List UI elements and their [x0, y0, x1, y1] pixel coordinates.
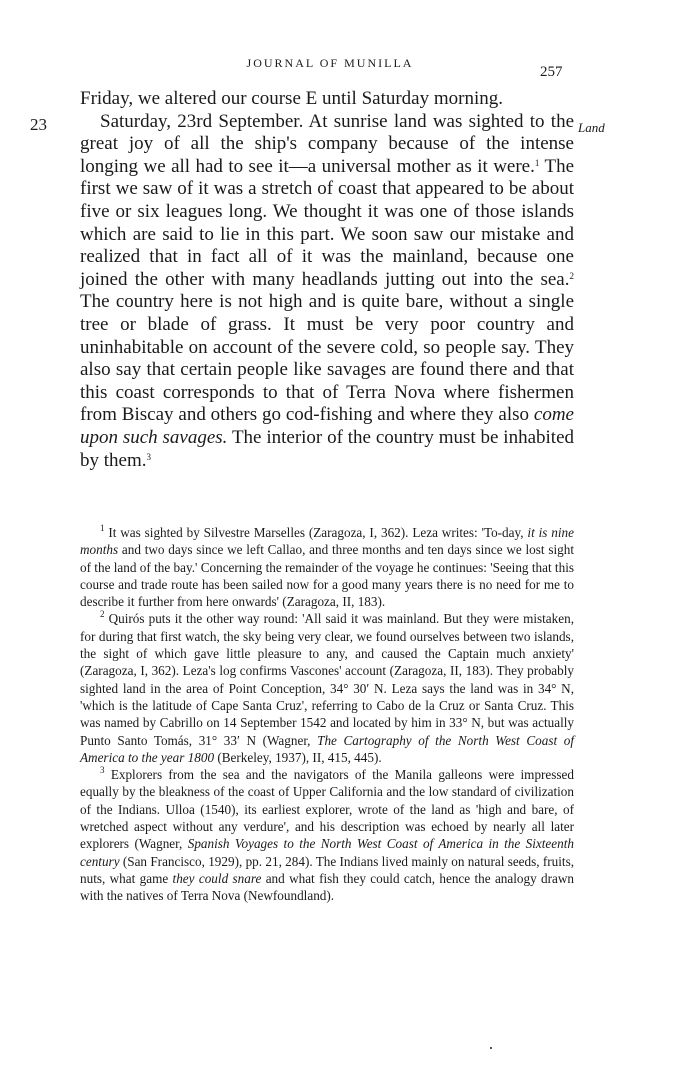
- footnote-number: 1: [100, 523, 105, 533]
- text-run: It was sighted by Silvestre Marselles (Zaragoza, I, 362). Leza writes: 'To-day,: [104, 525, 528, 540]
- text-run: and two days since we left Callao, and three months and ten days since we lost sight of the land of the bay.' Concerning the remainder of the voyage he continues: 'Seeing that this course and trade route has been sailed now for a good many years there is no need for me to describe it further from here onwards' (Zaragoza, II, 183).: [80, 542, 574, 610]
- paragraph-friday: Friday, we altered our course E until Saturday morning.: [80, 88, 503, 109]
- italic-run: Spanish Voyages to the North West Coast of America in the Sixteenth century: [80, 836, 574, 869]
- footnote-ref-1[interactable]: 1: [534, 157, 540, 168]
- footnote-3: [80, 766, 574, 904]
- text-run: Saturday, 23rd September. At sunrise land was sighted to the great joy of all the ship's company because of the intense longing we all had to see it—a universal mother as it were.: [80, 110, 574, 177]
- text-run: Quirós puts it the other way round: 'All said it was mainland. But they were mistaken, for during that first watch, the sky being very clear, we found ourselves between two islands, the sight of which gave little pleasure to any, and caused the Captain much anxiety' (Zaragoza, I, 362). Leza's log confirms Vascones' account (Zaragoza, II, 183). They probably sighted land in the area of Point Conception, 34° 30′ N. Leza says the land was in 34° N, 'which is the latitude of Cape Santa Cruz', referring to Cabo de la Cruz or Santa Cruz. This was named by Cabrillo on 14 September 1542 and located by him in 33° N, but was actually Punto Santo Tomás, 31° 33′ N (Wagner,: [80, 611, 574, 748]
- text-run: Explorers from the sea and the navigators of the Manila galleons were impressed equally by the bleakness of the coast of Upper California and the low standard of civilization of the Indians. Ulloa (1540), its earliest explorer, wrote of the land as 'high and bare, of wretched aspect without any verdure', and his description was echoed by nearly all later explorers (Wagner,: [80, 767, 574, 852]
- margin-note: Land: [578, 120, 605, 135]
- italic-run: The Cartography of the North West Coast of America to the year 1800: [80, 732, 574, 765]
- text-run: The interior of the country must be inhabited by them.: [80, 426, 574, 471]
- main-text: [80, 88, 574, 472]
- text-run: (Berkeley, 1937), II, 415, 445).: [214, 749, 382, 765]
- text-run: and what fish they could catch, hence the analogy drawn with the natives of Terra Nova (Newfoundland).: [80, 870, 575, 904]
- footnote-1: [80, 524, 574, 610]
- footnote-ref-3[interactable]: 3: [146, 451, 151, 462]
- text-run: (San Francisco, 1929), pp. 21, 284). The Indians lived mainly on natural seeds, fruits, nuts, what game: [80, 853, 574, 886]
- italic-run: come upon such savages.: [80, 404, 574, 448]
- footnote-2: [80, 610, 574, 766]
- italic-run: it is nine months: [80, 525, 574, 558]
- footnote-number: 2: [100, 609, 105, 620]
- footnotes: [80, 524, 574, 905]
- page-number: 257: [540, 64, 563, 80]
- text-run: The country here is not high and is quite bare, without a single tree or blade of grass. It must be very poor country and uninhabitable on account of the severe cold, so people say. They also say that certain people like savages are found there and that this coast corresponds to that of Terra Nova where fishermen from Biscay and others go cod-fishing and where they also: [80, 291, 574, 426]
- footnote-ref-2[interactable]: 2: [569, 270, 574, 281]
- paragraph-saturday: [80, 111, 574, 473]
- footnote-number: 3: [100, 765, 105, 776]
- italic-run: they could snare: [172, 870, 262, 886]
- text-run: The first we saw of it was a stretch of coast that appeared to be about five or six leagues long. We thought it was one of those islands which are said to lie in this part. We soon saw our mistake and realized that in fact all of it was the mainland, because one joined the other with many headlands jutting out into the sea.: [80, 155, 574, 290]
- running-head: JOURNAL OF MUNILLA: [246, 56, 414, 70]
- scan-speck: [490, 1047, 492, 1049]
- margin-date: 23: [30, 115, 47, 134]
